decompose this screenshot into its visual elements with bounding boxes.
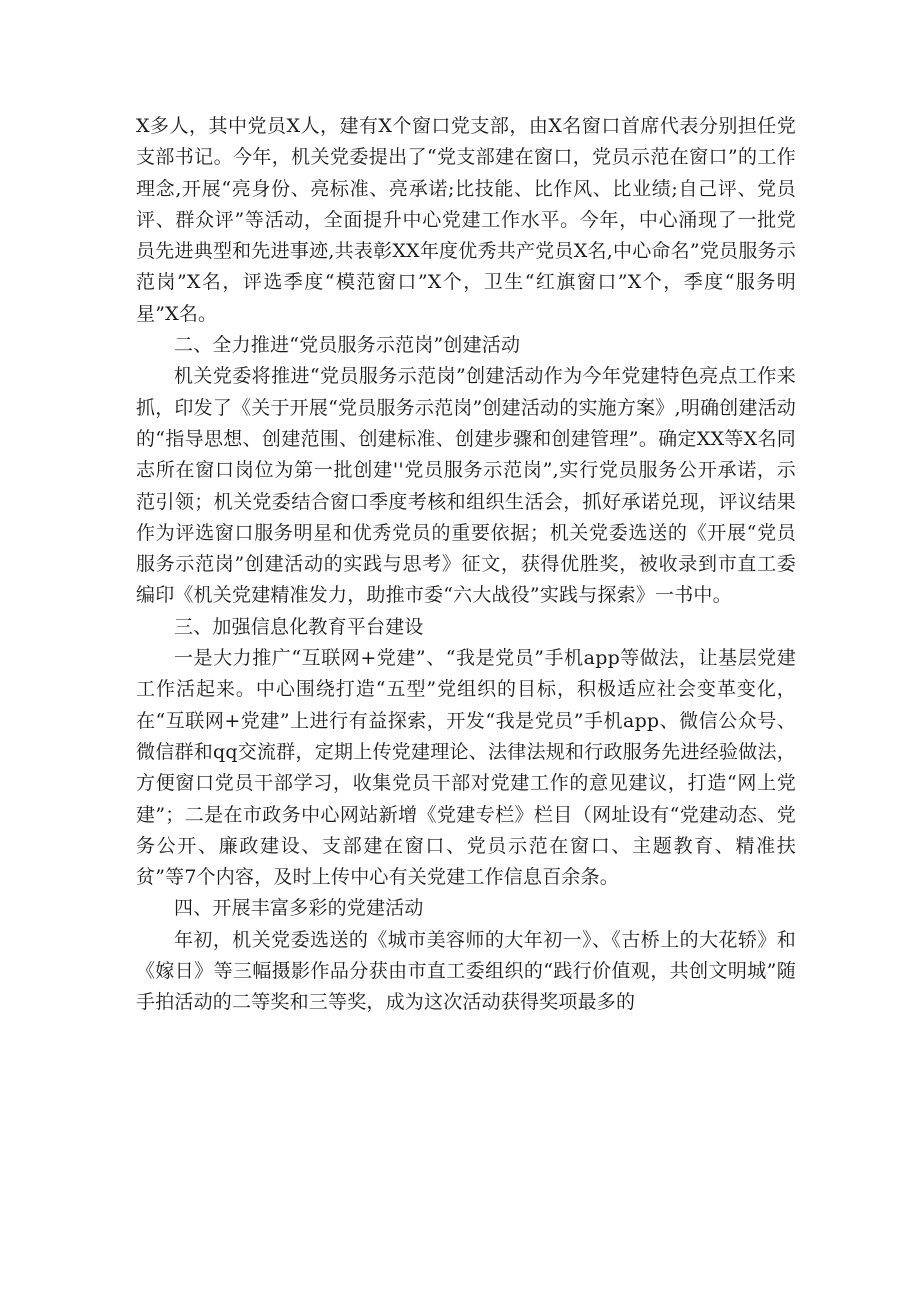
body-paragraph-4: 年初，机关党委选送的《城市美容师的大年初一》、《古桥上的大花轿》和《嫁日》等三幅摄影作品分获由市直工委组织的“践行价值观，共创文明城”随手拍活动的二等奖和三等奖，成为这次活动获得奖项最多的 — [136, 928, 796, 1014]
body-paragraph-3: 一是大力推广“互联网+党建”、“我是党员”手机app等做法，让基层党建工作活起来。中心围绕打造“五型”党组织的目标，积极适应社会变革变化，在“互联网+党建”上进行有益探索，开发“我是党员”手机app、微信公众号、微信群和qq交流群，定期上传党建理论、法律法规和行政服务先进经验做法，方便窗口党员干部学习，收集党员干部对党建工作的意见建议，打造“网上党建”；二是在市政务中心网站新增《党建专栏》栏目（网址设有“党建动态、党务公开、廉政建设、支部建在窗口、党员示范在窗口、主题教育、精准扶贫”等7个内容，及时上传中心有关党建工作信息百余条。 — [136, 647, 796, 889]
body-paragraph-2: 机关党委将推进“党员服务示范岗”创建活动作为今年党建特色亮点工作来抓，印发了《关于开展“党员服务示范岗”创建活动的实施方案》,明确创建活动的“指导思想、创建范围、创建标准、创建步骤和创建管理”。确定XX等X名同志所在窗口岗位为第一批创建''党员服务示范岗”,实行党员服务公开承诺，示范引领；机关党委结合窗口季度考核和组织生活会，抓好承诺兑现，评议结果作为评选窗口服务明星和优秀党员的重要依据；机关党委选送的《开展“党员服务示范岗”创建活动的实践与思考》征文，获得优胜奖，被收录到市直工委编印《机关党建精准发力，助推市委“六大战役”实践与探索》一书中。 — [136, 365, 796, 607]
section-heading-2: 二、全力推进“党员服务示范岗”创建活动 — [174, 334, 521, 357]
document-body — [136, 111, 796, 1019]
section-heading-4: 四、开展丰富多彩的党建活动 — [174, 897, 424, 920]
body-paragraph-1: X多人，其中党员X人，建有X个窗口党支部，由X名窗口首席代表分别担任党支部书记。今年，机关党委提出了“党支部建在窗口，党员示范在窗口”的工作理念,开展“亮身份、亮标准、亮承诺;比技能、比作风、比业绩;自己评、党员评、群众评”等活动，全面提升中心党建工作水平。今年，中心涌现了一批党员先进典型和先进事迹,共表彰XX年度优秀共产党员X名,中心命名”党员服务示范岗”X名，评选季度“模范窗口”X个，卫生“红旗窗口”X个，季度“服务明星”X名。 — [136, 115, 796, 325]
section-heading-3: 三、加强信息化教育平台建设 — [174, 615, 424, 638]
